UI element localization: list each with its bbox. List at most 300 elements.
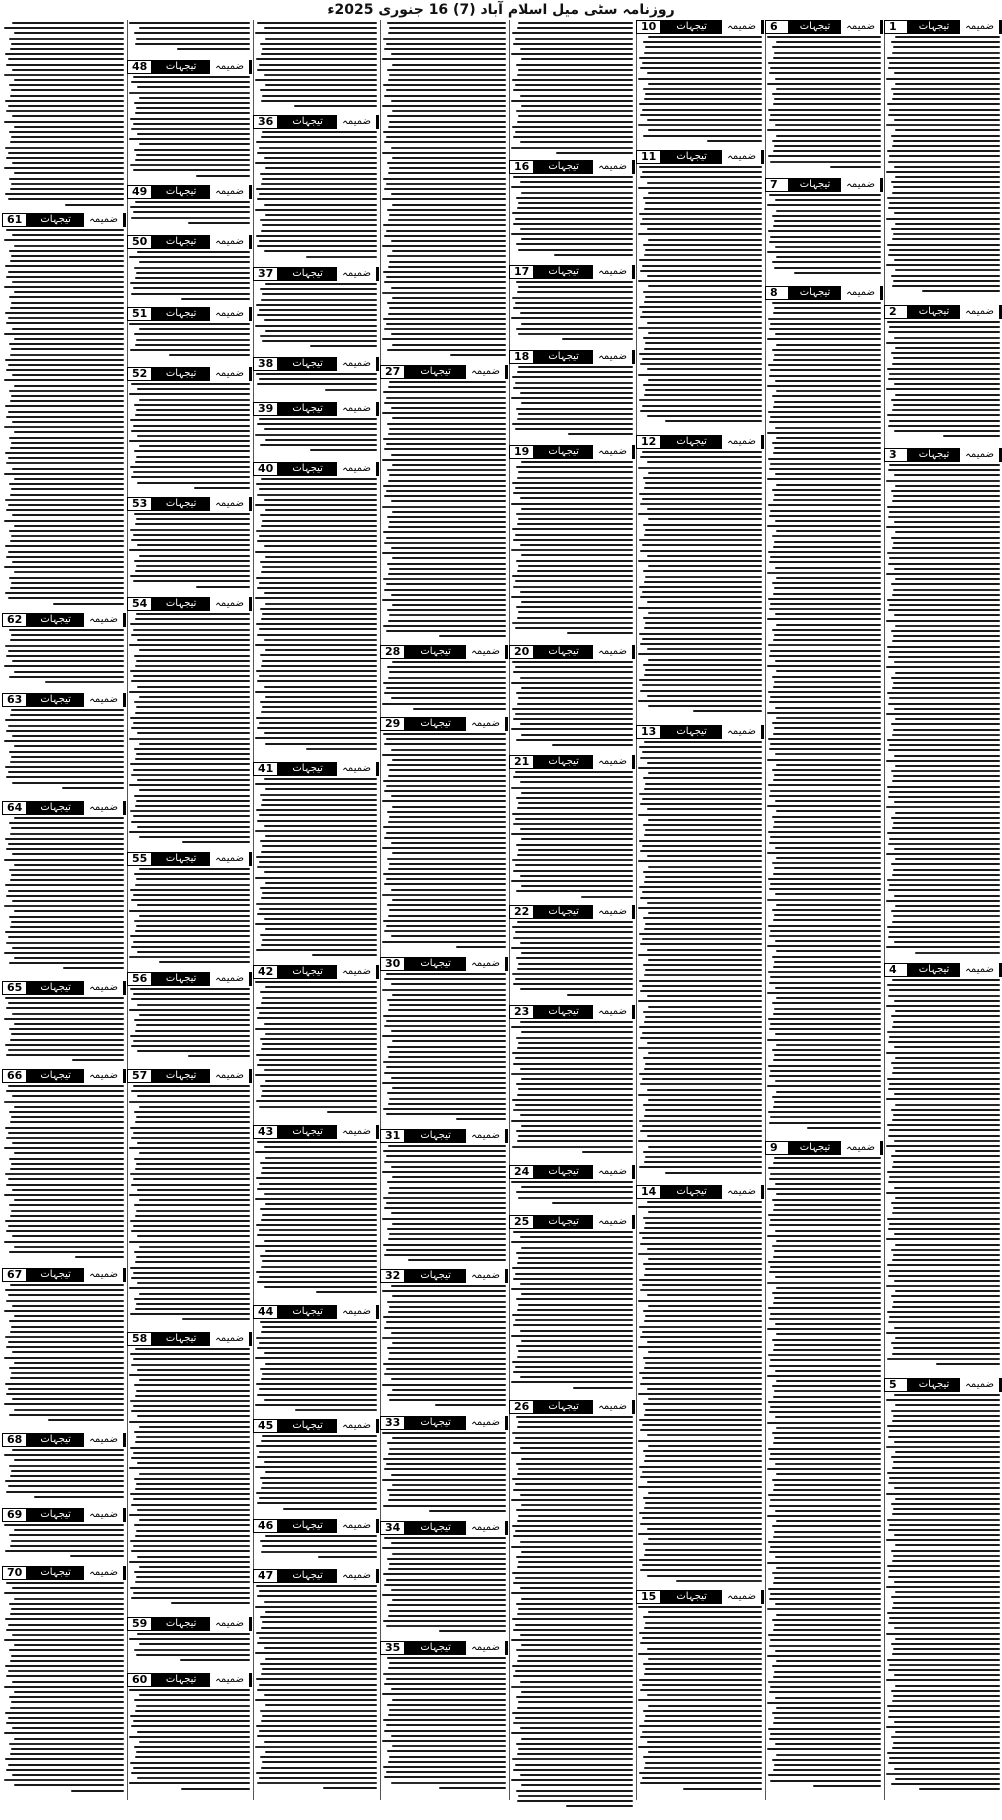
text-line	[257, 1394, 377, 1396]
text-line	[648, 612, 762, 614]
text-line	[520, 1541, 633, 1543]
text-line	[895, 1290, 1000, 1292]
text-line	[776, 210, 881, 212]
text-line	[260, 934, 377, 936]
text-line	[11, 1470, 124, 1472]
text-line	[767, 36, 881, 38]
text-line	[892, 874, 1000, 876]
text-line	[382, 198, 506, 200]
text-line	[888, 609, 1000, 611]
text-line	[388, 1667, 506, 1669]
notice-title-bar	[661, 435, 764, 449]
notice-header	[509, 445, 635, 459]
text-line	[886, 713, 1000, 715]
text-line	[382, 1290, 506, 1292]
text-line	[889, 1664, 1000, 1666]
notice-kind-label: ضمیمہ	[466, 717, 505, 731]
text-line	[894, 755, 1000, 757]
text-line	[10, 400, 124, 402]
text-line	[391, 454, 506, 456]
notice-article	[127, 1617, 252, 1673]
text-line	[521, 687, 633, 689]
text-line	[648, 1398, 762, 1400]
text-line	[520, 1681, 633, 1683]
text-line	[260, 219, 377, 221]
text-line	[14, 1784, 124, 1786]
text-line	[12, 1235, 124, 1237]
notice-header	[765, 20, 883, 34]
text-line	[8, 597, 124, 599]
text-line	[5, 1289, 124, 1291]
text-line	[639, 1166, 762, 1168]
text-line	[770, 930, 881, 932]
text-line	[14, 1529, 124, 1531]
text-line	[257, 152, 377, 154]
text-line	[12, 234, 124, 236]
text-line	[262, 95, 377, 97]
text-line	[130, 575, 250, 577]
text-line	[773, 639, 881, 641]
text-line	[774, 1577, 881, 1579]
text-line	[45, 681, 124, 683]
notice-number: 66	[2, 1069, 27, 1083]
text-line	[770, 323, 881, 325]
text-line	[12, 162, 124, 164]
text-line	[518, 249, 633, 251]
notice-article	[127, 497, 252, 597]
text-line	[512, 528, 633, 530]
text-line	[5, 1618, 124, 1620]
text-line	[12, 1189, 124, 1191]
notice-kind-label: ضمیمہ	[466, 1416, 505, 1430]
text-line	[518, 286, 633, 288]
notice-header	[2, 1433, 126, 1447]
text-line	[894, 708, 1000, 710]
text-line	[388, 868, 506, 870]
text-line	[886, 1052, 1000, 1054]
text-line	[261, 1378, 377, 1380]
notice-number: 28	[380, 645, 405, 659]
text-line	[776, 1240, 881, 1242]
text-line	[387, 302, 506, 304]
text-line	[888, 1275, 1000, 1277]
text-line	[513, 176, 633, 178]
text-line	[892, 1026, 1000, 1028]
text-line	[386, 878, 506, 880]
text-line	[265, 1033, 377, 1035]
text-line	[775, 1463, 881, 1465]
text-line	[888, 425, 1000, 427]
text-line	[261, 1172, 377, 1174]
notice-article	[2, 1433, 126, 1508]
text-line	[139, 1426, 250, 1428]
text-line	[382, 1432, 506, 1434]
text-line	[774, 867, 881, 869]
text-line	[643, 197, 762, 199]
text-line	[768, 318, 881, 320]
notice-kind-label: ضمیمہ	[337, 1519, 376, 1533]
text-line	[139, 696, 250, 698]
text-line	[642, 798, 762, 800]
text-line	[256, 1100, 377, 1102]
text-line	[9, 916, 124, 918]
text-line	[769, 608, 881, 610]
text-line	[891, 817, 1000, 819]
text-line	[9, 1743, 124, 1745]
text-line	[515, 666, 633, 668]
text-line	[644, 1161, 762, 1163]
text-line	[386, 1113, 506, 1115]
text-line	[513, 1278, 633, 1280]
text-line	[888, 331, 1000, 333]
text-line	[891, 583, 1000, 585]
text-line	[776, 1193, 881, 1195]
notice-title-bar	[908, 20, 1002, 34]
notice-number: 27	[380, 365, 405, 379]
notice-kind-label: ضمیمہ	[210, 1332, 249, 1346]
text-line	[262, 520, 377, 522]
text-line	[260, 1255, 377, 1257]
text-line	[130, 1127, 250, 1129]
notice-header	[2, 213, 126, 227]
text-line	[775, 78, 881, 80]
text-line	[567, 632, 633, 634]
text-line	[136, 154, 250, 156]
text-line	[639, 306, 762, 308]
text-line	[521, 1691, 633, 1693]
text-line	[768, 738, 881, 740]
text-line	[262, 939, 377, 941]
notice-number: 61	[2, 213, 27, 227]
notice-section-label: تیجہات	[40, 1070, 71, 1081]
notice-number: 34	[380, 1521, 405, 1535]
text-line	[139, 789, 250, 791]
text-lines	[129, 323, 250, 356]
text-line	[638, 814, 762, 816]
text-line	[893, 682, 1000, 684]
text-line	[768, 1541, 881, 1543]
notice-kind-label: ضمیمہ	[84, 1268, 123, 1282]
text-line	[891, 910, 1000, 912]
text-line	[895, 1104, 1000, 1106]
text-line	[131, 1184, 250, 1186]
text-line	[387, 609, 506, 611]
text-line	[638, 327, 762, 329]
text-line	[774, 1157, 881, 1159]
text-line	[643, 337, 762, 339]
text-line	[14, 478, 124, 480]
text-line	[259, 1637, 377, 1639]
text-line	[770, 1546, 881, 1548]
text-line	[130, 282, 250, 284]
notice-number: 50	[127, 235, 152, 249]
notice-title-bar	[152, 185, 252, 199]
text-line	[133, 993, 250, 995]
text-line	[772, 1339, 881, 1341]
text-line	[516, 1790, 633, 1792]
text-lines	[255, 22, 377, 107]
text-line	[389, 521, 506, 523]
text-line	[521, 792, 633, 794]
text-line	[891, 1783, 1000, 1785]
text-line	[643, 824, 762, 826]
text-line	[774, 681, 881, 683]
text-line	[387, 1394, 506, 1396]
text-line	[388, 821, 506, 823]
text-line	[518, 1468, 633, 1470]
text-line	[891, 275, 1000, 277]
text-line	[645, 296, 762, 298]
text-line	[647, 855, 762, 857]
text-lines	[886, 1394, 1000, 1790]
text-line	[773, 686, 881, 688]
text-line	[129, 910, 250, 912]
text-line	[391, 333, 506, 335]
text-line	[644, 741, 762, 743]
text-line	[512, 32, 633, 34]
text-lines	[255, 981, 377, 1113]
text-line	[891, 863, 1000, 865]
text-line	[256, 809, 377, 811]
text-line	[14, 1246, 124, 1248]
text-line	[316, 1291, 377, 1293]
notice-kind-label: ضمیمہ	[841, 178, 880, 192]
text-line	[521, 1551, 633, 1553]
text-line	[773, 826, 881, 828]
text-line	[892, 1353, 1000, 1355]
text-line	[775, 1276, 881, 1278]
text-line	[134, 795, 250, 797]
text-line	[644, 1115, 762, 1117]
text-line	[387, 1347, 506, 1349]
text-line	[391, 100, 506, 102]
text-line	[384, 837, 506, 839]
text-line	[515, 1319, 633, 1321]
text-line	[137, 1462, 250, 1464]
notice-section-label: تیجہات	[292, 403, 323, 414]
text-line	[137, 779, 250, 781]
text-line	[775, 427, 881, 429]
text-line	[6, 730, 124, 732]
text-line	[645, 969, 762, 971]
text-line	[895, 1685, 1000, 1687]
text-line	[581, 896, 633, 898]
text-line	[638, 1253, 762, 1255]
text-line	[644, 1767, 762, 1769]
text-line	[130, 1035, 250, 1037]
text-line	[6, 157, 124, 159]
notice-article	[127, 1332, 252, 1617]
text-line	[10, 48, 124, 50]
text-line	[129, 691, 250, 693]
text-line	[131, 899, 250, 901]
text-line	[389, 614, 506, 616]
text-line	[520, 1494, 633, 1496]
notice-kind-label: ضمیمہ	[337, 1125, 376, 1139]
text-line	[642, 451, 762, 453]
text-line	[889, 420, 1000, 422]
text-line	[259, 814, 377, 816]
text-line	[887, 506, 1000, 508]
text-line	[131, 1457, 250, 1459]
text-line	[257, 1017, 377, 1019]
text-line	[12, 1095, 124, 1097]
text-line	[261, 136, 377, 138]
text-lines	[255, 373, 377, 391]
text-line	[137, 482, 250, 484]
text-line	[775, 940, 881, 942]
text-line	[895, 1197, 1000, 1199]
text-line	[886, 1493, 1000, 1495]
text-line	[772, 909, 881, 911]
text-line	[512, 708, 633, 710]
text-line	[768, 925, 881, 927]
text-line	[894, 1000, 1000, 1002]
text-line	[521, 1031, 633, 1033]
notice-article	[380, 1129, 508, 1269]
text-line	[769, 1598, 881, 1600]
text-line	[135, 159, 250, 161]
text-line	[893, 1347, 1000, 1349]
notice-article	[509, 350, 635, 445]
text-line	[893, 589, 1000, 591]
text-line	[773, 452, 881, 454]
text-line	[887, 1519, 1000, 1521]
text-line	[408, 1259, 506, 1261]
text-line	[774, 961, 881, 963]
text-line	[180, 1659, 250, 1661]
text-line	[4, 1639, 124, 1641]
text-line	[889, 604, 1000, 606]
text-line	[893, 357, 1000, 359]
notice-section-label: تیجہات	[420, 1417, 451, 1428]
text-line	[582, 1151, 633, 1153]
text-line	[518, 1350, 633, 1352]
text-line	[10, 833, 124, 835]
text-line	[257, 1234, 377, 1236]
text-line	[137, 1142, 250, 1144]
text-line	[642, 1424, 762, 1426]
text-line	[137, 86, 250, 88]
text-lines	[511, 921, 633, 996]
text-line	[188, 1055, 250, 1057]
text-line	[518, 1042, 633, 1044]
notice-header	[2, 1069, 126, 1083]
text-line	[129, 323, 250, 325]
notice-article	[2, 1069, 126, 1268]
text-line	[262, 997, 377, 999]
text-line	[264, 204, 377, 206]
text-line	[573, 1387, 633, 1389]
notice-number: 35	[380, 1641, 405, 1655]
text-line	[895, 1010, 1000, 1012]
text-line	[14, 745, 124, 747]
text-line	[893, 1508, 1000, 1510]
text-line	[383, 1015, 506, 1017]
text-line	[638, 767, 762, 769]
text-line	[770, 1686, 881, 1688]
text-line	[562, 338, 633, 340]
notice-header	[253, 402, 379, 416]
text-line	[775, 380, 881, 382]
text-line	[517, 570, 633, 572]
notice-article	[380, 365, 508, 645]
notice-number: 57	[127, 1069, 152, 1083]
text-line	[9, 1649, 124, 1651]
text-line	[388, 620, 506, 622]
text-line	[767, 83, 881, 85]
text-line	[14, 245, 124, 247]
text-line	[512, 622, 633, 624]
text-line	[391, 1030, 506, 1032]
text-line	[384, 1373, 506, 1375]
text-line	[392, 1745, 506, 1747]
text-line	[388, 79, 506, 81]
text-line	[386, 1249, 506, 1251]
text-line	[259, 582, 377, 584]
text-line	[645, 342, 762, 344]
notice-number: 20	[509, 645, 534, 659]
notice-title-bar	[908, 305, 1002, 319]
text-line	[644, 208, 762, 210]
text-line	[888, 936, 1000, 938]
text-line	[11, 89, 124, 91]
text-line	[262, 1214, 377, 1216]
notice-header	[253, 1569, 379, 1583]
text-line	[261, 299, 377, 301]
text-line	[11, 535, 124, 537]
text-line	[891, 490, 1000, 492]
text-line	[5, 1336, 124, 1338]
text-line	[773, 966, 881, 968]
text-line	[518, 1304, 633, 1306]
text-line	[556, 152, 633, 154]
text-line	[383, 531, 506, 533]
text-line	[6, 895, 124, 897]
text-line	[261, 851, 377, 853]
text-line	[136, 38, 250, 40]
text-line	[647, 1201, 762, 1203]
text-line	[391, 795, 506, 797]
text-line	[775, 473, 881, 475]
text-line	[12, 1305, 124, 1307]
text-line	[265, 788, 377, 790]
text-line	[644, 1627, 762, 1629]
notice-header	[2, 693, 126, 707]
notice-title-bar	[152, 1617, 252, 1631]
text-line	[643, 1450, 762, 1452]
text-line	[259, 1684, 377, 1686]
text-line	[775, 567, 881, 569]
text-line	[773, 873, 881, 875]
text-line	[516, 1298, 633, 1300]
notice-number: 7	[765, 178, 789, 192]
notice-kind-label: ضمیمہ	[84, 693, 123, 707]
text-line	[639, 1073, 762, 1075]
text-line	[888, 1436, 1000, 1438]
notice-header	[2, 1566, 126, 1580]
text-line	[10, 188, 124, 190]
text-line	[413, 708, 506, 710]
text-line	[133, 1405, 250, 1407]
text-line	[511, 728, 633, 730]
text-line	[4, 905, 124, 907]
text-line	[767, 572, 881, 574]
text-line	[891, 770, 1000, 772]
text-line	[642, 265, 762, 267]
text-line	[893, 1114, 1000, 1116]
notice-section-label: تیجہات	[292, 763, 323, 774]
